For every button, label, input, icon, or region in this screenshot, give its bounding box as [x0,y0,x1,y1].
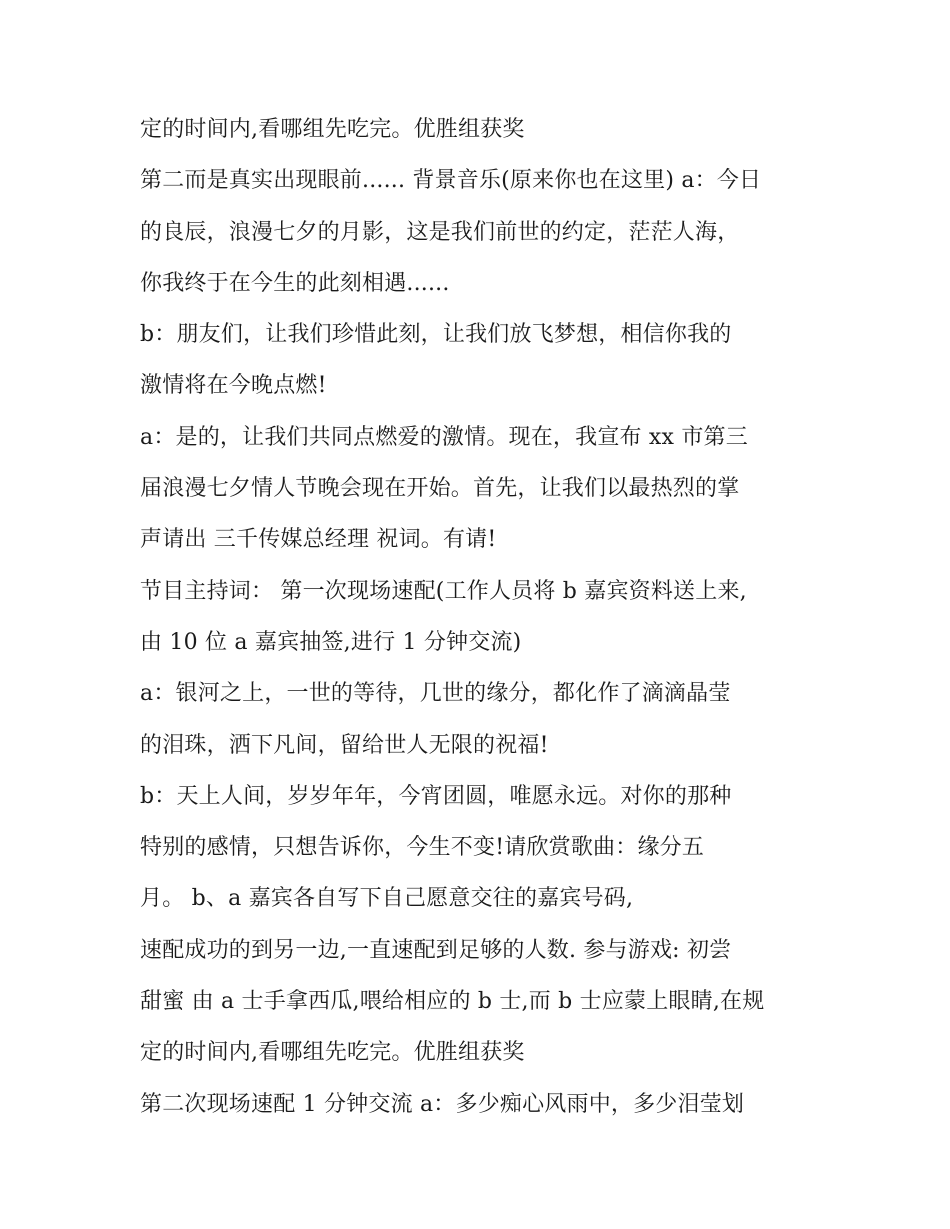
text-line: 月。 b、a 嘉宾各自写下自己愿意交往的嘉宾号码, [140,886,634,912]
text-line: 定的时间内,看哪组先吃完。优胜组获奖 [140,117,525,142]
text-line: b：朋友们，让我们珍惜此刻，让我们放飞梦想，相信你我的 [140,322,732,348]
text-line: a：是的，让我们共同点燃爱的激情。现在，我宣布 xx 市第三 [140,424,748,450]
text-line: 届浪漫七夕情人节晚会现在开始。首先，让我们以最热烈的掌 [140,476,740,502]
text-line: 的良辰，浪漫七夕的月影，这是我们前世的约定，茫茫人海， [140,219,740,245]
text-line: 甜蜜 由 a 士手拿西瓜,喂给相应的 b 士,而 b 士应蒙上眼睛,在规 [140,989,765,1015]
text-line: b：天上人间，岁岁年年，今宵团圆，唯愿永远。对你的那种 [140,783,732,809]
text-line: 的泪珠，洒下凡间，留给世人无限的祝福! [140,732,549,758]
text-line: 特别的感情，只想告诉你，今生不变!请欣赏歌曲：缘分五 [140,835,705,861]
text-line: 速配成功的到另一边,一直速配到足够的人数. 参与游戏: 初尝 [140,937,732,963]
text-line: 节目主持词： 第一次现场速配(工作人员将 b 嘉宾资料送上来, [140,578,747,604]
text-line: 第二而是真实出现眼前...... 背景音乐(原来你也在这里) a：今日 [140,168,762,194]
text-line: 第二次现场速配 1 分钟交流 a：多少痴心风雨中，多少泪莹划 [140,1091,745,1117]
document-body [140,108,820,1134]
text-line: 定的时间内,看哪组先吃完。优胜组获奖 [140,1040,525,1066]
text-line: 由 10 位 a 嘉宾抽签,进行 1 分钟交流) [140,629,522,655]
text-line: 激情将在今晚点燃! [140,373,327,399]
text-line: 你我终于在今生的此刻相遇...... [140,270,450,296]
text-line: 声请出 三千传媒总经理 祝词。有请! [140,527,497,553]
text-line: a：银河之上，一世的等待，几世的缘分，都化作了滴滴晶莹 [140,681,731,707]
